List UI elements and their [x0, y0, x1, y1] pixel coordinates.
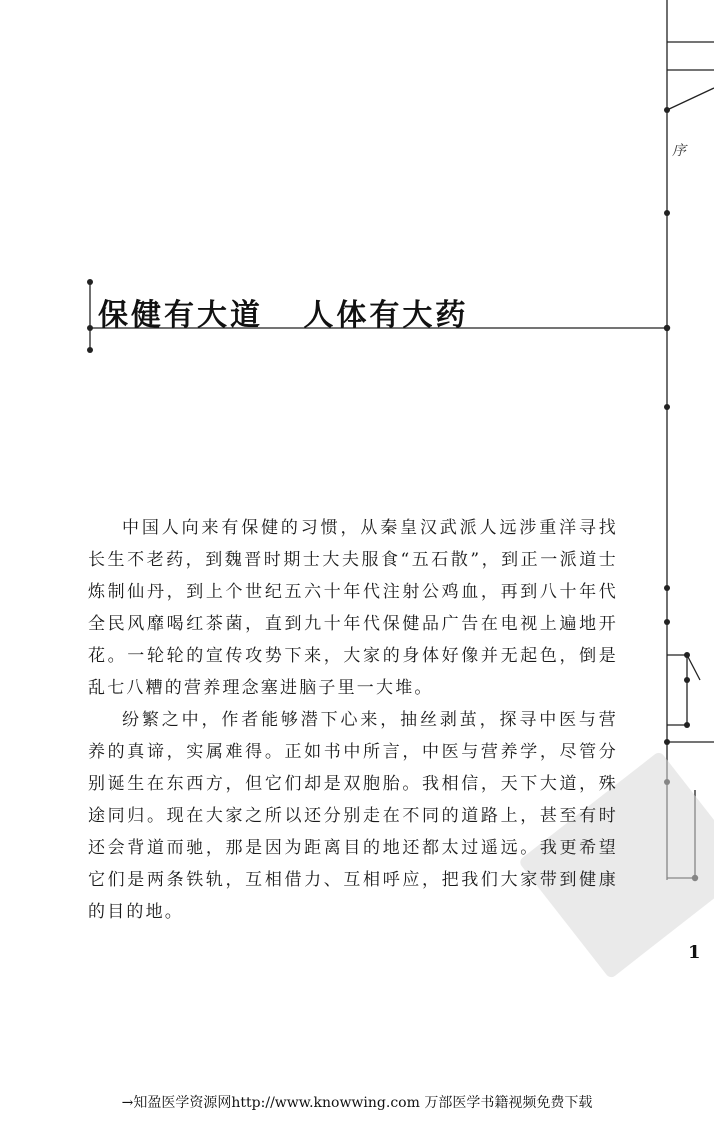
diagonal-rule	[667, 88, 714, 110]
section-label: 序	[672, 143, 686, 159]
dot-marker	[664, 107, 670, 113]
dot-marker	[664, 404, 670, 410]
dot-marker	[664, 325, 670, 331]
footer-link-text[interactable]: →知盈医学资源网http://www.knowwing.com 万部医学书籍视频免费下载	[121, 1095, 593, 1111]
page-number: 1	[688, 942, 701, 963]
dot-marker	[684, 722, 690, 728]
dot-marker	[87, 325, 93, 331]
dot-marker	[664, 210, 670, 216]
dot-marker	[664, 739, 670, 745]
dot-marker	[664, 619, 670, 625]
paragraph: 中国人向来有保健的习惯，从秦皇汉武派人远涉重洋寻找长生不老药，到魏晋时期士大夫服食“五石散”，到正一派道士炼制仙丹，到上个世纪五六十年代注射公鸡血，再到八十年代全民风靡喝红茶菌，直到九十年代保健品广告在电视上遍地开花。一轮轮的宣传攻势下来，大家的身体好像并无起色，倒是乱七八糟的营养理念塞进脑子里一大堆。	[88, 518, 618, 698]
chapter-title: 保健有大道 人体有大药	[98, 298, 469, 333]
dot-marker	[684, 652, 690, 658]
paragraph: 纷繁之中，作者能够潜下心来，抽丝剥茧，探寻中医与营养的真谛，实属难得。正如书中所言，中医与营养学，尽管分别诞生在东西方，但它们却是双胞胎。我相信，天下大道，殊途同归。现在大家之所以还分别走在不同的道路上，甚至有时还会背道而驰，那是因为距离目的地还都太过遥远。我更希望它们是两条铁轨，互相借力、互相呼应，把我们大家带到健康的目的地。	[88, 710, 618, 922]
dot-marker	[684, 677, 690, 683]
dot-marker	[87, 279, 93, 285]
dot-marker	[664, 585, 670, 591]
bracket-line	[687, 655, 700, 680]
body-text	[88, 512, 618, 928]
dot-marker	[87, 347, 93, 353]
